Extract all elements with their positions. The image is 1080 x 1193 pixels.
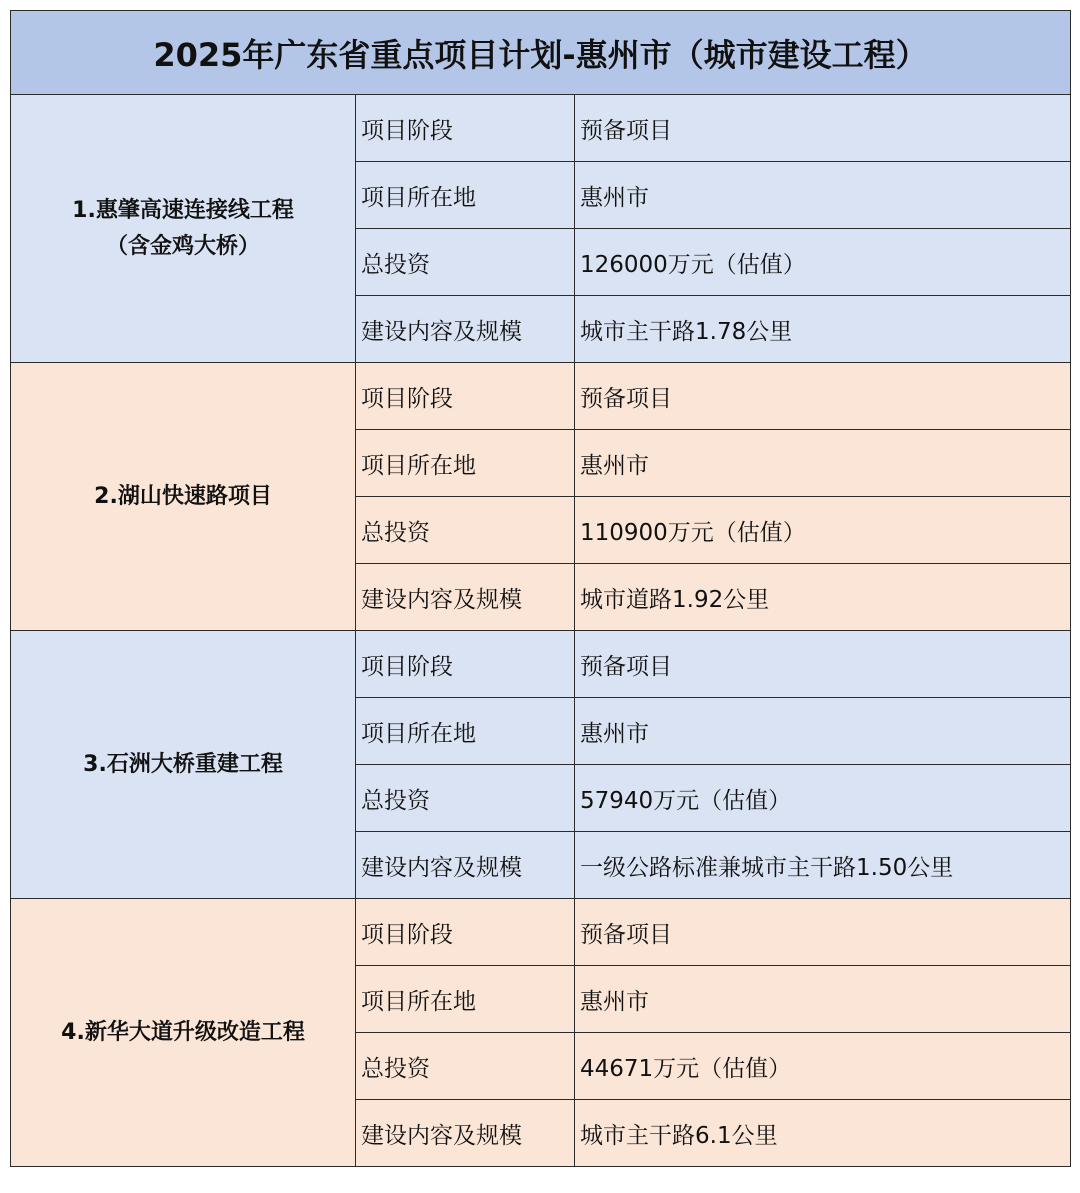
project-name-cell xyxy=(11,899,356,1167)
table-row xyxy=(11,363,1071,430)
project-name-line: 2.湖山快速路项目 xyxy=(94,483,272,509)
field-value: 预备项目 xyxy=(575,363,1071,430)
field-label: 建设内容及规模 xyxy=(356,832,575,899)
field-label: 项目所在地 xyxy=(356,698,575,765)
project-name-line: 1.惠肇高速连接线工程 xyxy=(72,198,294,224)
field-value: 惠州市 xyxy=(575,430,1071,497)
field-label: 项目阶段 xyxy=(356,631,575,698)
field-label: 项目所在地 xyxy=(356,430,575,497)
field-label: 总投资 xyxy=(356,497,575,564)
project-name-cell xyxy=(11,95,356,363)
field-value: 惠州市 xyxy=(575,698,1071,765)
field-value: 城市主干路6.1公里 xyxy=(575,1100,1071,1167)
field-value: 44671万元（估值） xyxy=(575,1033,1071,1100)
field-label: 总投资 xyxy=(356,229,575,296)
page-title: 2025年广东省重点项目计划-惠州市（城市建设工程） xyxy=(11,11,1071,95)
field-label: 建设内容及规模 xyxy=(356,564,575,631)
field-label: 总投资 xyxy=(356,1033,575,1100)
field-label: 总投资 xyxy=(356,765,575,832)
table-row xyxy=(11,631,1071,698)
field-value: 惠州市 xyxy=(575,162,1071,229)
title-row xyxy=(11,11,1071,95)
project-table xyxy=(10,10,1071,1167)
field-label: 项目阶段 xyxy=(356,363,575,430)
project-name-line: 4.新华大道升级改造工程 xyxy=(61,1019,305,1045)
field-value: 126000万元（估值） xyxy=(575,229,1071,296)
field-value: 110900万元（估值） xyxy=(575,497,1071,564)
field-value: 预备项目 xyxy=(575,95,1071,162)
field-label: 建设内容及规模 xyxy=(356,1100,575,1167)
field-value: 城市主干路1.78公里 xyxy=(575,296,1071,363)
table-row xyxy=(11,899,1071,966)
field-value: 一级公路标准兼城市主干路1.50公里 xyxy=(575,832,1071,899)
field-label: 项目所在地 xyxy=(356,966,575,1033)
project-name-cell xyxy=(11,631,356,899)
field-value: 57940万元（估值） xyxy=(575,765,1071,832)
field-value: 惠州市 xyxy=(575,966,1071,1033)
field-label: 项目阶段 xyxy=(356,899,575,966)
project-name-line: （含金鸡大桥） xyxy=(105,233,260,259)
field-label: 项目所在地 xyxy=(356,162,575,229)
project-name-cell xyxy=(11,363,356,631)
field-value: 预备项目 xyxy=(575,631,1071,698)
project-name-line: 3.石洲大桥重建工程 xyxy=(83,751,283,777)
field-value: 城市道路1.92公里 xyxy=(575,564,1071,631)
field-label: 项目阶段 xyxy=(356,95,575,162)
field-label: 建设内容及规模 xyxy=(356,296,575,363)
field-value: 预备项目 xyxy=(575,899,1071,966)
table-row xyxy=(11,95,1071,162)
